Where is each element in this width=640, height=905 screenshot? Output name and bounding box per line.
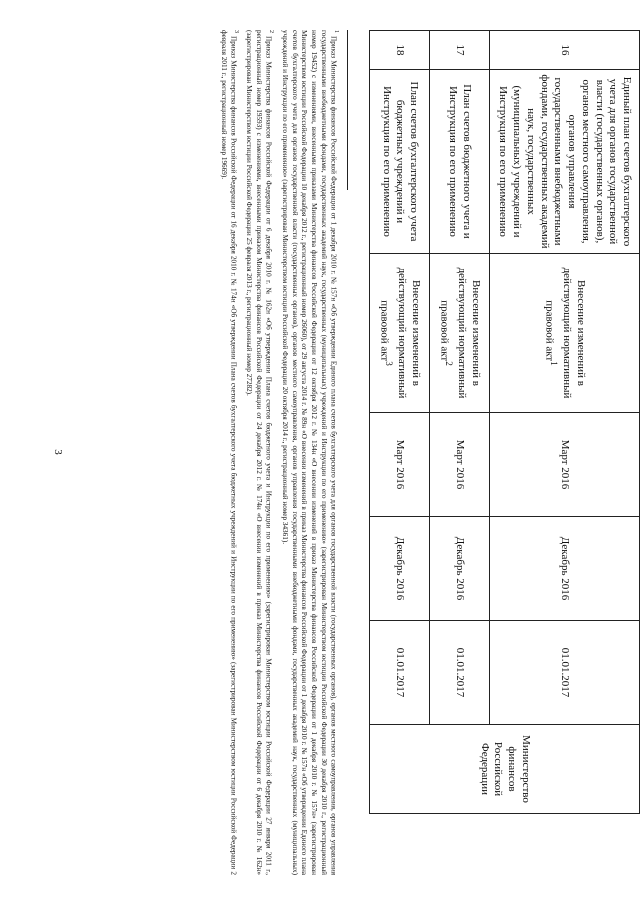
responsible-ministry: Министерство финансов Российской Федерации <box>370 725 640 814</box>
action-cell <box>430 254 490 413</box>
document-name: Единый план счетов бухгалтерского учета для органов государственной власти (государственных органов), органов местного самоуправления, органов управления государственными внебюджетными фондами, государственных академий наук, государственных (муниципальных) учреждений и Инструкция по его применению <box>490 70 640 254</box>
landscape-content <box>80 30 640 875</box>
footnote-text: Приказ Министерства финансов Российской Федерации от 6 декабря 2010 г. № 162н «Об утверждении Плана счетов бюджетного учета и Инструкции по его применению» (зарегистрирован Министерством юстиции Российской Федерации 27 января 2011 г., регистрационный номер 19593) с изменениями, внесенными приказом Министерства финансов Российской Федерации от 24 декабря 2012 г. № 174н «О внесении изменений в приказ Министерства финансов Российской Федерации от 6 декабря 2010 г. № 162н» (зарегистрирован Министерством юстиции Российской Федерации 25 февраля 2013 г., регистрационный номер 27282). <box>245 30 273 875</box>
table-row <box>490 31 640 814</box>
row-number: 17 <box>430 31 490 70</box>
footnotes <box>214 30 340 875</box>
footnote <box>279 30 340 875</box>
footnote-separator <box>347 30 348 190</box>
date-end: Декабрь 2016 <box>370 517 430 621</box>
table-row <box>370 31 430 814</box>
document-name: План счетов бюджетного учета и Инструкция по его применению <box>430 70 490 254</box>
footnote <box>218 30 240 875</box>
footnote-text: Приказ Министерства финансов Российской Федерации от 1 декабря 2010 г. № 157н «Об утверждении Единого плана счетов бухгалтерского учета для органов государственной власти (государственных органов), органов местного самоуправления, органов управления государственными внебюджетными фондами, государственных академий наук, государственных (муниципальных) учреждений и Инструкции по его применению» (зарегистрирован Министерством юстиции Российской Федерации 30 декабря 2010 г., регистрационный номер 19452) с изменениями, внесенными приказами Министерства финансов Российской Федерации от 12 октября 2012 г. № 134н «О внесении изменений в приказ Министерства финансов Российской Федерации от 1 декабря 2010 г. № 157н» (зарегистрирован Министерством юстиции Российской Федерации 10 декабря 2012 г., регистрационный номер 26060), от 29 августа 2014 г. № 89н «О внесении изменений в приказ Министерства финансов Российской Федерации от 1 декабря 2010 г. № 157н «Об утверждении Единого плана счетов бухгалтерского учета для органов государственной власти (государственных органов), органов местного самоуправления, органов управления государственными внебюджетными фондами, государственных академий наук, государственных (муниципальных) учреждений и Инструкции по его применению» (зарегистрирован Министерством юстиции Российской Федерации 20 октября 2014 г., регистрационный номер 34361). <box>281 30 338 875</box>
date-effective: 01.01.2017 <box>370 621 430 725</box>
footnote-ref: 3 <box>384 361 395 366</box>
footnote-mark: 2 <box>268 30 275 33</box>
date-end: Декабрь 2016 <box>430 517 490 621</box>
row-number: 18 <box>370 31 430 70</box>
date-effective: 01.01.2017 <box>490 621 640 725</box>
action-text: Внесение изменений в действующий нормативный правовой акт <box>438 267 482 399</box>
footnote-mark: 1 <box>333 30 339 33</box>
footnote-mark: 3 <box>232 30 239 33</box>
date-start: Март 2016 <box>490 413 640 517</box>
action-text: Внесение изменений в действующий нормативный правовой акт <box>543 267 587 399</box>
page-number: 3 <box>52 449 64 455</box>
date-effective: 01.01.2017 <box>430 621 490 725</box>
action-text: Внесение изменений в действующий нормативный правовой акт <box>378 267 422 399</box>
date-end: Декабрь 2016 <box>490 517 640 621</box>
date-start: Март 2016 <box>370 413 430 517</box>
document-name: План счетов бухгалтерского учета бюджетных учреждений и Инструкция по его применению <box>370 70 430 254</box>
row-number: 16 <box>490 31 640 70</box>
table-row <box>430 31 490 814</box>
footnote <box>244 30 276 875</box>
footnote-text: Приказ Министерства финансов Российской Федерации от 16 декабря 2010 г. № 174н «Об утверждении Плана счетов бухгалтерского учета бюджетных учреждений и Инструкции по его применению» (зарегистрирован Министерством юстиции Российской Федерации 2 февраля 2011 г., регистрационный номер 19669). <box>219 30 238 875</box>
footnote-ref: 1 <box>549 361 560 366</box>
footnote-ref: 2 <box>444 361 455 366</box>
date-start: Март 2016 <box>430 413 490 517</box>
action-cell <box>370 254 430 413</box>
action-cell <box>490 254 640 413</box>
plan-table <box>369 30 640 814</box>
